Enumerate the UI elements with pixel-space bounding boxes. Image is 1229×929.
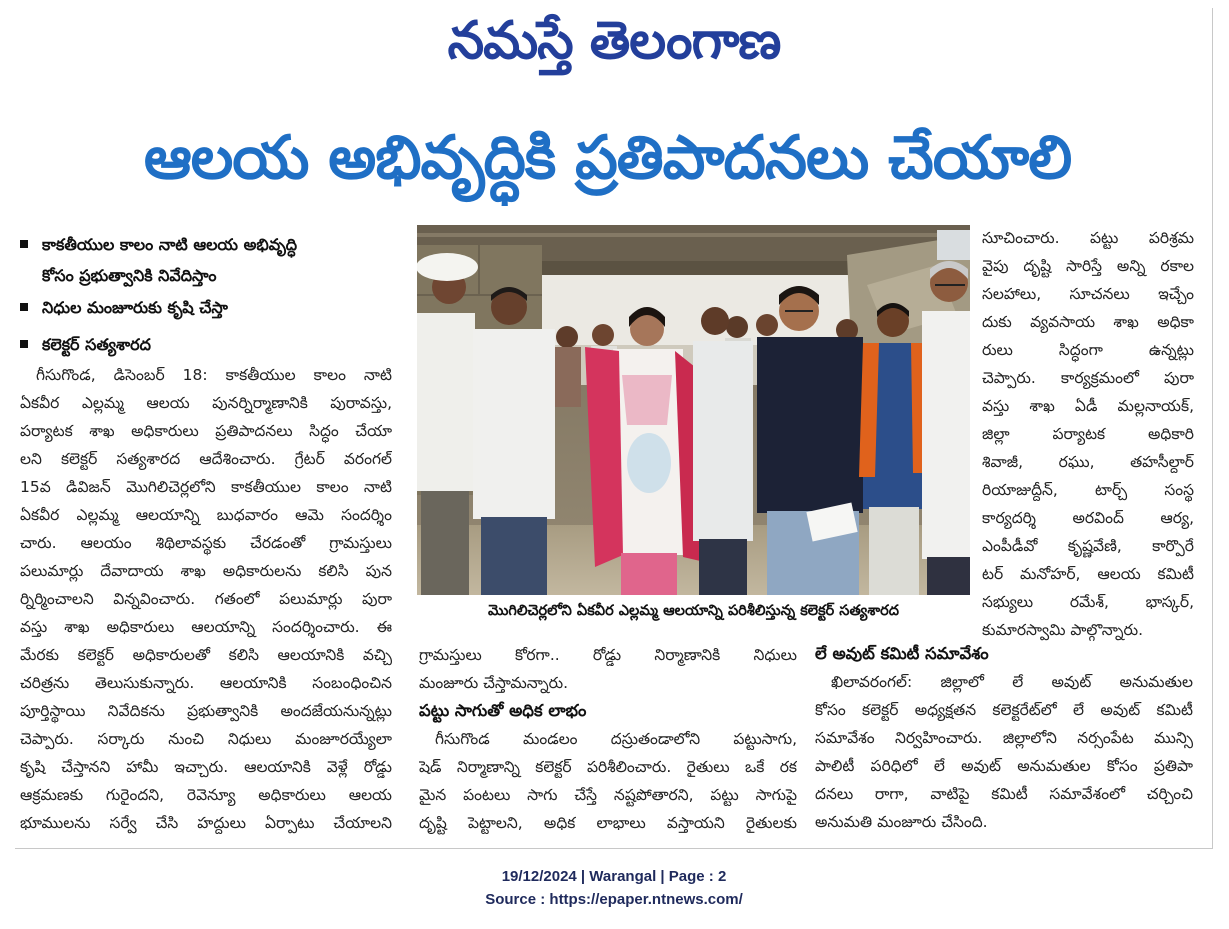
text-line: షెడ్ నిర్మాణాన్ని కలెక్టర్ పరిశీలించారు. రైతులు ఒకే రక — [419, 758, 797, 776]
news-photo — [417, 225, 970, 595]
text-line: ఖిలావరంగల్: జిల్లాలో లే అవుట్ అనుమతుల — [831, 673, 1193, 691]
page-border-bottom — [15, 848, 1213, 849]
text-line: 15వ డివిజన్ మొగిలిచెర్లలోని కాకతీయుల కాలం నాటి — [20, 478, 392, 496]
section-heading: లే అవుట్ కమిటీ సమావేశం — [815, 644, 989, 663]
text-line: వస్తు శాఖ ఏడీ మల్లనాయక్, — [982, 397, 1194, 415]
highlight-item — [18, 329, 393, 360]
section-heading: పట్టు సాగుతో అధిక లాభం — [419, 701, 587, 720]
news-photo-illustration — [417, 225, 970, 595]
text-line: పలుమార్లు దేవాదాయ శాఖ అధికారులను కలిసి పున — [20, 562, 392, 580]
text-line: ఆక్రమణకు గురైందని, రెవెన్యూ అధికారులు ఆలయ — [20, 786, 392, 804]
text-line: గీసుగొండ, డిసెంబర్ 18: కాకతీయుల కాలం నాటి — [36, 366, 392, 384]
article-headline: ఆలయ అభివృద్ధికి ప్రతిపాదనలు చేయాలి — [143, 123, 1072, 193]
text-line: దృష్టి పెట్టాలని, అధిక లాభాలు వస్తాయని రైతులకు — [419, 814, 797, 832]
text-line: ఎంపీడీవో కృష్ణవేణి, కార్పొరే — [982, 537, 1194, 555]
page-border-right — [1212, 8, 1213, 848]
highlight-line: కోసం ప్రభుత్వానికి నివేదిస్తాం — [42, 266, 217, 285]
text-line: టర్ మనోహర్, ఆలయ కమిటీ — [982, 565, 1194, 583]
text-line: శివాజీ, రఘు, తహసీల్దార్ — [982, 453, 1194, 471]
text-line: మంజూరు చేస్తామన్నారు. — [419, 674, 569, 692]
text-line: లని కలెక్టర్ సత్యశారద ఆదేశించారు. గ్రేటర్ వరంగల్ — [20, 450, 392, 468]
text-line: ర్నిర్మించాలని విన్నవించారు. గతంలో పలుమార్లు పురా — [20, 590, 392, 608]
text-line: జిల్లా పర్యాటక అధికారి — [982, 425, 1194, 443]
text-line: దుకు వ్యవసాయ శాఖ అధికా — [982, 313, 1194, 331]
text-line: పూర్తిస్థాయి నివేదికను ప్రభుత్వానికి అందజేయనున్నట్లు — [20, 702, 392, 720]
highlight-line: కాకతీయుల కాలం నాటి ఆలయ అభివృద్ధి — [42, 235, 298, 254]
article-column-middle — [419, 641, 797, 837]
newspaper-masthead: నమస్తే తెలంగాణ — [447, 11, 781, 71]
layout-committee-section — [815, 640, 1193, 836]
text-line: ఏకవీర ఎల్లమ్మ ఆలయాన్ని బుధవారం ఆమె సందర్శిం — [20, 506, 392, 524]
edition-info: 19/12/2024 | Warangal | Page : 2 — [501, 868, 727, 885]
photo-caption: మొగిలిచెర్లలోని ఏకవీర ఎల్లమ్మ ఆలయాన్ని పరిశీలిస్తున్న కలెక్టర్ సత్యశారద — [488, 603, 899, 619]
text-line: రులు సిద్ధంగా ఉన్నట్లు — [982, 341, 1194, 359]
text-line: వస్తు శాఖ అధికారులు ఆలయాన్ని సందర్శించారు. ఈ — [20, 618, 392, 636]
text-line: ఏకవీర ఎల్లమ్మ ఆలయ పునర్నిర్మాణానికి పురావస్తు, — [20, 394, 392, 412]
text-line: సమావేశం నిర్వహించారు. జిల్లాలోని నర్సంపేట మున్సి — [815, 729, 1193, 747]
article-column-right — [982, 224, 1194, 644]
bullet-icon — [20, 240, 28, 248]
bullet-icon — [20, 340, 28, 348]
text-line: కార్యదర్శి అరవింద్ ఆర్య, — [982, 509, 1194, 527]
text-line: చారు. ఆలయం శిథిలావస్థకు చేరడంతో గ్రామస్తులు — [20, 534, 392, 552]
article-column-left — [20, 361, 392, 837]
person-figure — [693, 307, 753, 595]
text-line: చెప్పారు. సర్కారు నుంచి నిధులు మంజూరయ్యేలా — [20, 730, 392, 748]
highlight-item — [18, 229, 393, 291]
text-line: చెప్పారు. కార్యక్రమంలో పురా — [982, 369, 1194, 387]
text-line: అనుమతి మంజూరు చేసింది. — [815, 813, 988, 831]
text-line: వైపు దృష్టి సారిస్తే అన్ని రకాల — [982, 257, 1194, 275]
person-figure — [473, 287, 555, 595]
highlight-line: కలెక్టర్ సత్యశారద — [42, 335, 151, 354]
text-line: సలహాలు, సూచనలు ఇచ్చేం — [982, 285, 1194, 303]
text-line: చరిత్రను తెలుసుకున్నారు. ఆలయానికి సంబంధించిన — [20, 674, 392, 692]
text-line: రియాజుద్దీన్, టార్చ్ సంస్థ — [982, 481, 1194, 499]
text-line: గీసుగొండ మండలం దస్రుతండాలోని పట్టుసాగు, — [435, 730, 797, 748]
text-line: సూచించారు. పట్టు పరిశ్రమ — [982, 229, 1194, 247]
text-line: కోసం కలెక్టర్ అధ్యక్షతన కలెక్టరేట్‌లో లే అవుట్ కమిటీ — [815, 701, 1193, 719]
highlight-line: నిధుల మంజూరుకు కృషి చేస్తా — [42, 298, 228, 317]
text-line: గ్రామస్తులు కోరగా.. రోడ్డు నిర్మాణానికి నిధులు — [419, 646, 797, 664]
text-line: దనలు రాగా, వాటిపై కమిటీ సమావేశంలో చర్చించి — [815, 785, 1193, 803]
text-line: భూములను సర్వే చేసి హద్దులు ఏర్పాటు చేయాలని — [20, 814, 392, 832]
text-line: కృషి చేస్తానని హామీ ఇచ్చారు. ఆలయానికి వెళ్లే రోడ్డు — [20, 758, 392, 776]
person-figure — [922, 261, 970, 595]
source-link[interactable]: Source : https://epaper.ntnews.com/ — [485, 891, 743, 908]
text-line: సభ్యులు రమేశ్, భాస్కర్, — [982, 593, 1194, 611]
bullet-icon — [20, 303, 28, 311]
text-line: కుమారస్వామి పాల్గొన్నారు. — [982, 621, 1144, 639]
text-line: మైన పంటలు సాగు చేస్తే నష్టపోతారని, పట్టు సాగుపై — [419, 786, 797, 804]
text-line: మేరకు కలెక్టర్ అధికారులతో కలిసి ఆలయానికి వచ్చి — [20, 646, 392, 664]
person-figure — [859, 303, 929, 595]
text-line: పాలిటీ పరిధిలో లే అవుట్ అనుమతుల కోసం ప్రతిపా — [815, 757, 1193, 775]
text-line: పర్యాటక శాఖ అధికారులు ప్రతిపాదనలు సిద్ధం చేయా — [20, 422, 392, 440]
highlight-item — [18, 292, 393, 323]
